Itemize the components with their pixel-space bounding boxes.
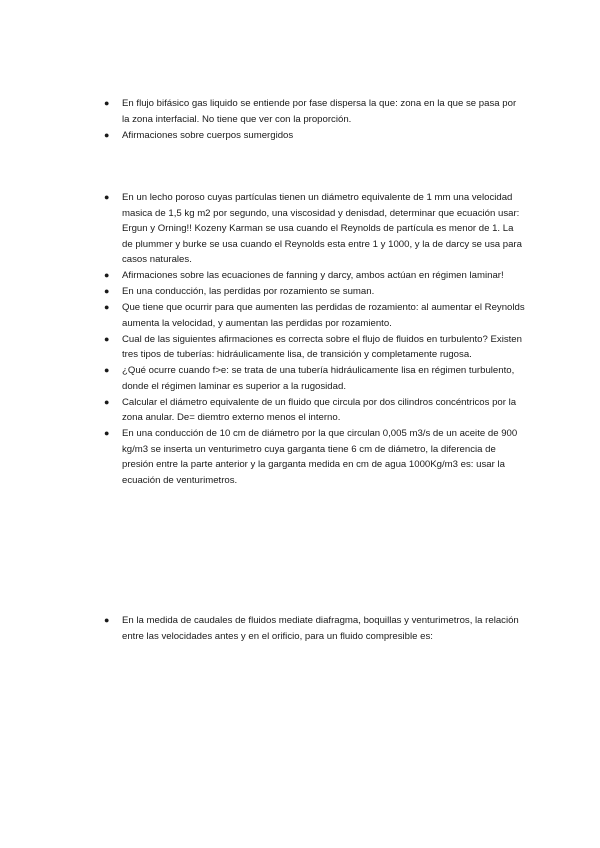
- bullet-icon: ●: [104, 302, 110, 312]
- list-item-text: En la medida de caudales de fluidos mediate diafragma, boquillas y venturimetros, la relación entre las velocidades antes y en el orificio, para un fluido compresible es:: [122, 615, 519, 642]
- bullet-icon: ●: [104, 365, 110, 375]
- bullet-list-3: [100, 613, 525, 645]
- list-item: [100, 363, 525, 394]
- list-item: [100, 128, 525, 144]
- list-item-text: En flujo bifásico gas liquido se entiende por fase dispersa la que: zona en la que se pasa por la zona interfacial. No tiene que ver con la proporción.: [122, 98, 517, 125]
- list-item: [100, 300, 525, 331]
- list-item-text: ¿Qué ocurre cuando f>e: se trata de una tubería hidráulicamente lisa en régimen turbulento, donde el régimen laminar es superior a la rugosidad.: [122, 365, 515, 392]
- list-item-text: En una conducción de 10 cm de diámetro por la que circulan 0,005 m3/s de un aceite de 900 kg/m3 se inserta un venturimetro cuya garganta tiene 6 cm de diámetro, la diferencia de presión entre la parte anterior y la garganta medida en cm de agua 1000Kg/m3 es: usar la ecuación de venturimetros.: [122, 428, 518, 486]
- list-item: [100, 613, 525, 644]
- bullet-list-2: [100, 190, 525, 489]
- list-item: [100, 190, 525, 268]
- bullet-icon: ●: [104, 333, 110, 344]
- bullet-icon: ●: [104, 98, 110, 108]
- list-item-text: En una conducción, las perdidas por rozamiento se suman.: [122, 286, 375, 297]
- list-item-text: Calcular el diámetro equivalente de un fluido que circula por dos cilindros concéntricos por la zona anular. De= diemtro externo menos el interno.: [122, 396, 517, 423]
- list-item: [100, 284, 525, 300]
- list-item: [100, 395, 525, 426]
- bullet-icon: ●: [104, 396, 110, 407]
- bullet-icon: ●: [104, 615, 110, 625]
- list-item: [100, 96, 525, 127]
- bullet-list-1: [100, 96, 525, 144]
- list-item: [100, 332, 525, 363]
- list-item: [100, 268, 525, 284]
- list-item: [100, 426, 525, 488]
- bullet-icon: ●: [104, 428, 110, 438]
- bullet-icon: ●: [104, 270, 110, 280]
- list-item-text: Cual de las siguientes afirmaciones es correcta sobre el flujo de fluidos en turbulento? Existen tres tipos de tuberías: hidráulicamente lisa, de transición y completamente rugosa.: [122, 333, 522, 360]
- list-item-text: En un lecho poroso cuyas partículas tienen un diámetro equivalente de 1 mm una velocidad masica de 1,5 kg m2 por segundo, una viscosidad y denisdad, determinar que ecuación usar: Ergun y Orning!! Kozeny Karman se usa cuando el Reynolds de partícula es menor de 1. La de plummer y burke se usa cuando el Reynolds esta entre 1 y 1000, y la de darcy se usa para casos naturales.: [122, 192, 522, 265]
- list-item-text: Que tiene que ocurrir para que aumenten las perdidas de rozamiento: al aumentar el Reynolds aumenta la velocidad, y aumentan las perdidas por rozamiento.: [122, 302, 525, 329]
- bullet-icon: ●: [104, 192, 110, 202]
- list-item-text: Afirmaciones sobre cuerpos sumergidos: [122, 129, 294, 141]
- bullet-icon: ●: [104, 286, 110, 296]
- list-item-text: Afirmaciones sobre las ecuaciones de fanning y darcy, ambos actúan en régimen laminar!: [122, 270, 504, 281]
- bullet-icon: ●: [104, 129, 110, 140]
